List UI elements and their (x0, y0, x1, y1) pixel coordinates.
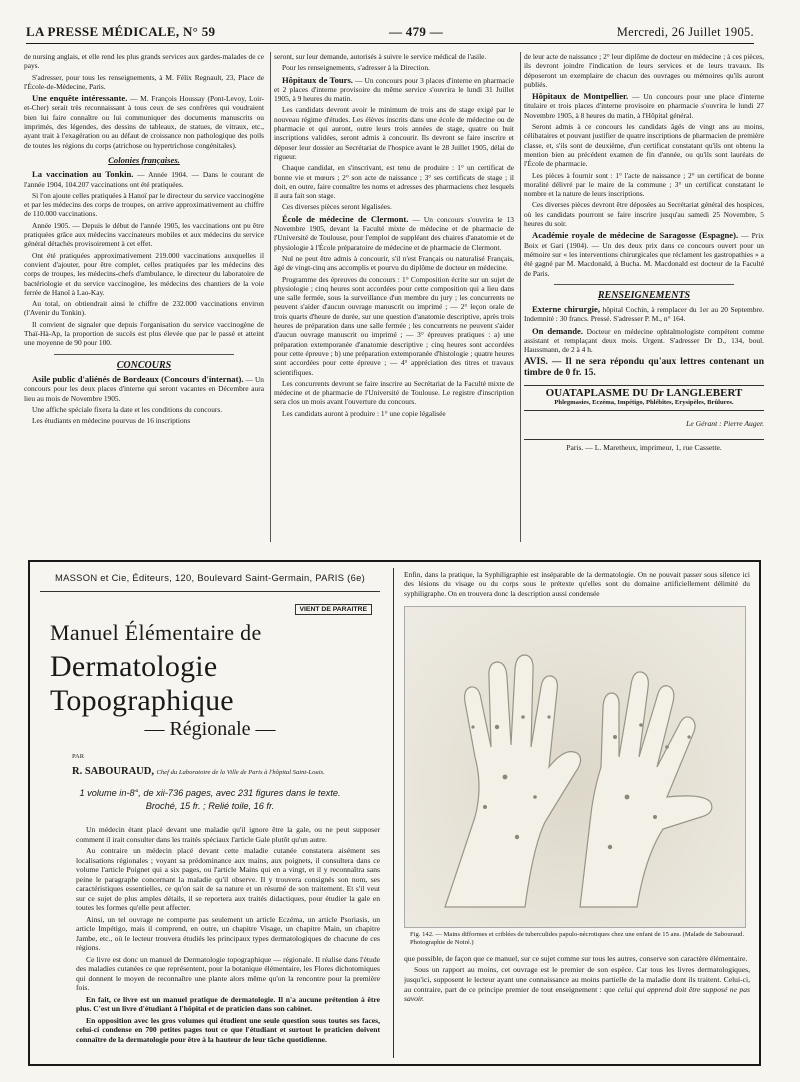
paragraph: Ont été pratiquées approximativement 219.000 vaccinations auxquelles il convient d'ajouter, pour être complet, celles pratiquées par les médecins des corps de troupes, les médecins-chefs d'ambulance, le directeur du laboratoire de bactériologie et du service vaccinogène, les médecins des chantiers de la voie ferrée de Hanoï à Lao-Kay. (24, 250, 264, 297)
author-affiliation: Chef du Laboratoire de la Ville de Paris à l'hôpital Saint-Louis. (156, 769, 325, 776)
book-title-line2: Dermatologie Topographique (50, 650, 234, 717)
volume-description: 1 volume in-8°, de xii-736 pages, avec 231 figures dans le texte. (79, 788, 341, 798)
classified-heading: Externe chirurgie, (532, 304, 600, 315)
paragraph: Nul ne peut être admis à concourir, s'il n'est Français ou naturalisé Français, âgé de vingt-cinq ans accomplis et pourvu du diplôme de docteur en médecine. (274, 253, 514, 273)
paragraph: Programme des épreuves du concours : 1° Composition écrite sur un sujet de physiologie ; cinq heures sont accordées pour cette composition qui a lieu dans une salle fermée, sous la surveillance d'un membre du jury ; les concurrents ne peuvent s'aider d'aucun ouvrage manuscrit ou imprimé ; — 2° leçon orale de trois quarts d'heure de durée, sur une question d'anatomie descriptive, après trois heures de préparation dans une salle fermée ; les concurrents ne peuvent s'aider d'aucun ouvrage manuscrit ou imprimé ; — 3° épreuves pratiques : a) une préparation extemporanée d'anatomie descriptive ; cinq heures sont accordées pour cette épreuve ; b) une préparation extemporanée d'histologie ; quatre heures sont accordées pour cette épreuve ; — 4° appréciation des titres et travaux scientifiques. (274, 274, 514, 377)
author-line (72, 766, 380, 777)
paragraph: que possible, de façon que ce manuel, sur ce sujet comme sur tous les autres, conserve son caractère élémentaire. (404, 953, 748, 963)
column-divider (393, 568, 394, 1058)
paragraph: Si l'on ajoute celles pratiquées à Hanoï par le directeur du service vaccinogène et par les médecins des corps de troupes, on arrive approximativement au chiffre de 110.000 vaccinations. (24, 190, 264, 219)
book-title-line1: Manuel Élémentaire de (50, 620, 262, 645)
paragraph: Les étudiants en médecine pourvus de 16 inscriptions (32, 416, 191, 426)
paragraph: Un médecin étant placé devant une maladie qu'il ignore être la gale, ou ne peut supposer comment il irait consulter dans les traités spéciaux l'article Gale plutôt qu'un autre. (76, 825, 380, 844)
divider (54, 354, 234, 355)
paragraph: Au contraire un médecin placé devant cette maladie cutanée constatera aisément ses localisations régionales ; voyant sa prédominance aux mains, aux poignets, il consultera dans ce volume l'article Poignet qui a six pages, ou l'article Mains qui en a vingt, et il y reconnaîtra sans peine le paragraphe concernant la maladie qu'il observe. Il y trouvera consignés son nom, ses caractéristiques essentielles, ce qu'on sait de sa nature et un résumé de son traitement. Et s'il veut sur ce sujet de plus amples détails, il se reportera aux traités didactiques, pour étudier la gale en toutes les formes qu'elle peut affecter. (76, 846, 380, 912)
column-2 (274, 52, 514, 542)
advert-right (404, 570, 750, 1055)
paragraph: Ces diverses pièces devront être déposées au Secrétariat général des hospices, où les candidats pourront se faire inscrire jusqu'au samedi 25 Novembre, 5 heures du soir. (524, 200, 764, 229)
hand-photograph (404, 606, 746, 928)
paragraph (404, 965, 750, 1003)
article-heading: Asile public d'aliénés de Bordeaux (Concours d'internat). (32, 373, 244, 384)
paragraph: Les candidats auront à produire : 1° une copie légalisée (282, 408, 446, 418)
paragraph: Une affiche spéciale fixera la date et les conditions du concours. (32, 404, 223, 414)
paragraph: En opposition avec les gros volumes qui étudient une seule question sous toutes ses faces, celui-ci condense en 700 petites pages tout ce que l'étudiant et surtout le praticien doivent connaître de la dermatologie pour être à la hauteur de leur tâche quotidienne. (76, 1015, 380, 1044)
rubric-title: RENSEIGNEMENTS (597, 289, 691, 301)
paragraph: — Année 1904. — Dans le courant de l'année 1904, 104.207 vaccinations ont été pratiquées. (24, 170, 264, 189)
advert-body (40, 825, 380, 1044)
paragraph: Ces diverses pièces seront légalisées. (282, 202, 392, 212)
paragraph: Il convient de signaler que depuis l'organisation du service vaccinogène de Thaï-Hà-Ap, la proportion de succès est plus élevée que par le passé et atteint une moyenne de 90 pour 100. (24, 319, 264, 348)
issue-date: Mercredi, 26 Juillet 1905. (616, 25, 754, 39)
product-ad-title: OUATAPLASME DU Dr LANGLEBERT (524, 385, 764, 398)
paragraph: Pour les renseignements, s'adresser à la Direction. (282, 63, 430, 73)
volume-info (40, 787, 380, 813)
publisher-line: MASSON et Cie, Éditeurs, 120, Boulevard Saint-Germain, PARIS (6e) (54, 572, 366, 583)
product-ad-subtitle: Phlegmasies, Eczéma, Impétigo, Phlébites, Erysipèles, Brûlures. (524, 398, 764, 411)
by-label: PAR (72, 753, 85, 760)
figure-caption: Fig. 142. — Mains difformes et criblées de tuberculides papulo-nécrotiques chez une enfant de 15 ans. (Malade de Sabouraud. Photographie de Noiré.) (410, 930, 744, 947)
author-name: R. SABOURAUD, (72, 766, 154, 777)
paragraph: Seront admis à ce concours les candidats âgés de vingt ans au moins, célibataires et pouvant justifier de quatre inscriptions de pharmacien de première classe, et, s'ils sont de deuxième, d'un certificat constatant qu'ils ont obtenu la mention bien au précédent examen de fin d'année, ou qu'ils sont lauréats de l'École de pharmacie. (524, 122, 764, 169)
paragraph: seront, sur leur demande, autorisés à suivre le service médical de l'asile. (274, 52, 487, 61)
paragraph: Les pièces à fournir sont : 1° l'acte de naissance ; 2° un certificat de bonne moralité délivré par le maire de la commune ; 3° un certificat constatant le nombre et la nature de leurs inscriptions. (524, 170, 764, 199)
page-header (26, 22, 754, 44)
book-title-line3: — Régionale — (144, 718, 276, 740)
classified-heading: On demande. (532, 325, 583, 336)
italic-quote: celui qui apprend doit être supposé ne pas savoir. (404, 984, 750, 1004)
paragraph: — Prix Boix et Gari (1904). — Un des deux prix dans ce concours ouvert pour un mémoire sur « les interventions chirurgicales que réclament les gastropathies » a été gagné par M. Macdonald, à Bucha. M. Macdonald est docteur de la Faculté de Paris. (524, 231, 764, 278)
divider (40, 591, 380, 592)
column-divider (270, 52, 271, 542)
page-number: — 479 — (388, 24, 444, 39)
paragraph-text: Sous un rapport au moins, cet ouvrage est le premier de son espèce. Car tous les livres dermatologiques, jusqu'ici, supposent le lecteur ayant une connaissance au moins partielle de la maladie dont ils traitent. Celui-ci, au contraire, part de ce principe premier de tout enseignement : que (404, 965, 750, 994)
paragraph: — Un concours pour 3 places d'interne en pharmacie et 2 places d'interne provisoire du même service s'ouvrira le lundi 31 Juillet 1905, à 9 heures du matin. (274, 75, 514, 104)
paragraph: Ainsi, un tel ouvrage ne comporte pas seulement un article Eczéma, un article Psoriasis, un article Impétigo, mais il comprend, en outre, un chapitre Visage, un chapitre Main, un chapitre Jambe, etc., où le lecteur trouvera étudiés les principaux types dermatologiques de chacune de ces régions. (76, 914, 380, 952)
manager-line: Le Gérant : Pierre Auger. (686, 419, 764, 429)
article-heading: École de médecine de Clermont. (282, 213, 409, 224)
paragraph: Enfin, dans la pratique, la Syphiligraphie est inséparable de la dermatologie. On ne pouvait passer sous silence ici des lésions du visage ou du corps sous le prétexte qu'elles sont du domaine artificiellement délimité du syphiligraphe. On en trouvera donc la description aussi condensée (404, 570, 750, 598)
paragraph: Chaque candidat, en s'inscrivant, est tenu de produire : 1° un certificat de bonne vie et mœurs ; 2° son acte de naissance ; 3° ses certificats de stage ; il doit, en outre, faire connaître les noms et adresses des pharmaciens chez lesquels il aura fait son stage. (274, 163, 514, 201)
paragraph: Année 1905. — Depuis le début de l'année 1905, les vaccinations ont pu être pratiquées grâce aux médecins vaccinateurs mobiles et aux médecins du service général détachés provisoirement à cet effet. (24, 220, 264, 249)
article-heading: Académie royale de médecine de Saragosse (Espagne). (532, 230, 739, 241)
paragraph: Docteur en médecine ophtalmologiste compétent comme assistant et remplaçant deux mois. Urgent. S'adresser Dr D., 134, boul. Haussmann, de 2 à 4 h. (524, 326, 764, 355)
price: Broché, 15 fr. ; Relié toile, 16 fr. (145, 801, 275, 811)
journal-title: LA PRESSE MÉDICALE, N° 59 (26, 24, 216, 39)
notice: AVIS. — Il ne sera répondu qu'aux lettres contenant un timbre de 0 fr. 15. (524, 356, 764, 378)
paragraph: de nursing anglais, et elle rend les plus grands services aux gardes-malades de ce pays. (24, 52, 264, 71)
section-title: Colonies françaises. (108, 154, 180, 165)
article-heading: Hôpitaux de Montpellier. (532, 91, 629, 102)
book-advertisement (28, 560, 761, 1066)
column-divider (520, 52, 521, 542)
new-release-badge: VIENT DE PARAITRE (295, 604, 372, 615)
rubric-title: CONCOURS (116, 359, 172, 371)
column-1 (24, 52, 264, 542)
paragraph: — Un concours pour une place d'interne titulaire et trois places d'interne provisoire en pharmacie s'ouvrira le lundi 27 Novembre 1905, à 8 heures du matin, à l'Hôpital général. (524, 92, 764, 120)
article-heading: Hôpitaux de Tours. (282, 74, 353, 85)
paragraph: Les concurrents devront se faire inscrire au Secrétariat de la Faculté mixte de médecine et de pharmacie de l'Université de Toulouse. Le registre d'inscription sera clos un mois avant l'ouverture du concours. (274, 378, 514, 407)
paragraph: — Un concours s'ouvrira le 13 Novembre 1905, devant la Faculté mixte de médecine et de pharmacie de l'Université de Toulouse, pour l'emploi de suppléant des chaires d'anatomie et de physiologie à l'École préparatoire de médecine et de pharmacie de Clermont. (274, 214, 514, 252)
paragraph: Au total, on obtiendrait ainsi le chiffre de 232.000 vaccinations environ (l'Avenir du Tonkin). (24, 299, 264, 318)
paragraph: — M. François Houssay (Pont-Levoy, Loir-et-Cher) serait très reconnaissant à tous ceux de ses confrères qui voudraient bien lui faire connaître ou lui communiquer des documents manuscrits ou imprimés, des légendes, des dessins de tableaux, de statues, de vitraux, etc., ayant trait à l'exagération ou au défaut de croissance non pathologique des poils de toutes les régions du corps (atrichose ou hypertrichose congénitales). (24, 94, 264, 150)
paragraph: Ce livre est donc un manuel de Dermatologie topographique — régionale. Il réalise dans l'étude des maladies cutanées ce que représentent, pour la botanique élémentaire, les Flores dichotomiques qui donnent le moyen de reconnaître une plante alors même qu'on la rencontre pour la première fois. (76, 954, 380, 992)
paragraph: de leur acte de naissance ; 2° leur diplôme de docteur en médecine ; à ces pièces, ils devront joindre l'indication de leurs services et de leurs travaux. Ils déposeront un exemplaire de chacun des ouvrages ou mémoires qu'ils auront publiés. (524, 52, 764, 89)
hands-illustration-icon (405, 607, 745, 927)
paragraph: hôpital Cochin, à remplacer du 1er au 20 Septembre. Indemnité : 30 francs. Pressé. S'adresser P. M., n° 164. (524, 305, 764, 324)
paragraph: S'adresser, pour tous les renseignements, à M. Félix Regnault, 23, Place de l'École-de-Médecine, Paris. (24, 72, 264, 91)
paragraph: — Un concours pour les deux places d'interne qui seront vacantes en Décembre aura lieu au mois de Novembre 1905. (24, 374, 264, 403)
paragraph: En fait, ce livre est un manuel pratique de dermatologie. Il n'a aucune prétention à être plus. C'est un livre d'étudiant à l'hôpital et de praticien dans son cabinet. (76, 994, 380, 1013)
paragraph: Les candidats devront avoir le minimum de trois ans de stage exigé par le nouveau régime d'études. Les élèves inscrits dans une école de médecine ou de pharmacie et qui auront, outre leurs trois années de stage, quatre ou huit inscriptions validées, seront admis à concourir. Ils devront se faire inscrire et déposer leur dossier au Secrétariat de l'hospice avant le 28 Juillet 1905, délai de rigueur. (274, 105, 514, 161)
article-heading: Une enquête intéressante. (32, 93, 128, 104)
article-columns (24, 52, 764, 542)
divider (554, 284, 734, 285)
article-heading: La vaccination au Tonkin. (32, 169, 134, 180)
advert-body-right (404, 954, 750, 1004)
advert-left (40, 570, 380, 1055)
printer-line: Paris. — L. Maretheux, imprimeur, 1, rue Cassette. (524, 439, 764, 452)
column-3 (524, 52, 764, 542)
